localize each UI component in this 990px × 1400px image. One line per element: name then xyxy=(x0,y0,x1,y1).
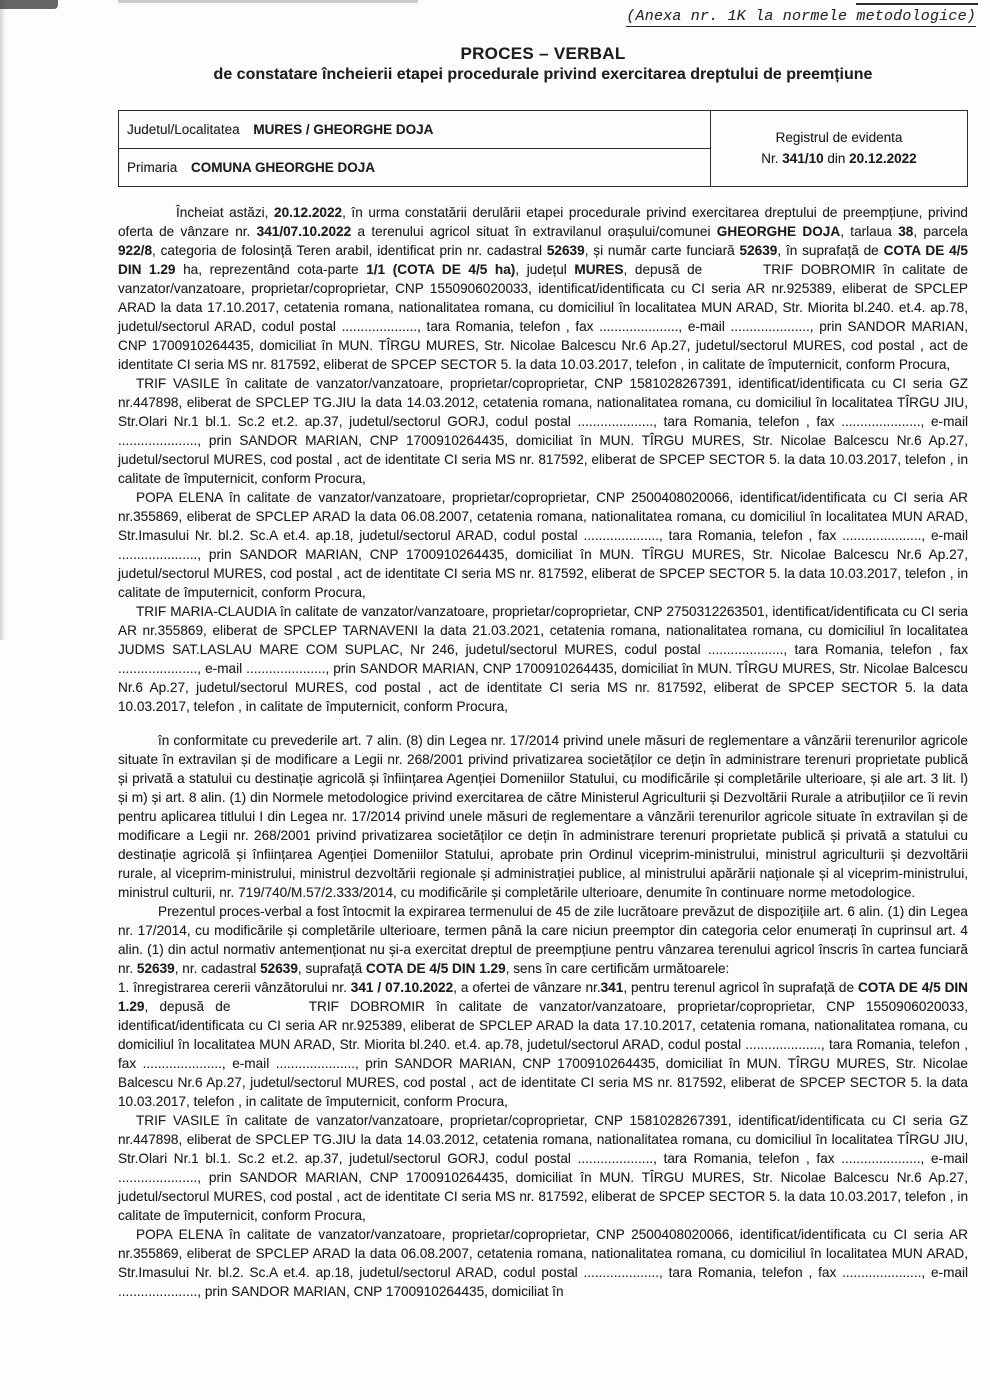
paragraph xyxy=(118,488,968,602)
document-subtitle: de constatare încheierii etapei procedurale privind exercitarea dreptului de preemțiune xyxy=(213,66,873,83)
text-run: , în suprafață de xyxy=(777,243,884,258)
paragraph xyxy=(118,203,968,374)
bold-text-run: 20.12.2022 xyxy=(849,150,917,166)
text-run: , pentru terenul agricol în suprafață de xyxy=(623,980,858,995)
text-run: , tarlaua xyxy=(840,224,899,239)
table-cell-judet xyxy=(119,111,711,149)
text-run: a terenului agricol situat în extravilanul orașului/comunei xyxy=(351,224,717,239)
text-run: , nr. cadastral xyxy=(174,961,261,976)
text-run: , sens în care certificăm următoarele: xyxy=(505,961,730,976)
paragraph xyxy=(118,602,968,716)
paragraph xyxy=(118,1111,968,1225)
bold-text-run: 52639 xyxy=(136,961,175,976)
table-cell-primaria xyxy=(119,149,711,187)
registry-cell xyxy=(711,111,968,187)
text-run: ha, reprezentând cota-parte xyxy=(175,262,367,277)
text-run: Nr. xyxy=(761,150,783,166)
text-run: din xyxy=(823,150,850,166)
text-run: , categoria de folosință Teren arabil, identificat prin nr. cadastral xyxy=(152,243,547,258)
bold-text-run: 1/1 (COTA DE 4/5 ha) xyxy=(366,262,516,277)
text-run: în conformitate cu prevederile art. 7 alin. (8) din Legea nr. 17/2014 privind unele măsuri de reglementare a vânzării terenurilor agricole situate în extravilan și de modificare a Legii nr. 268/2001 privind privatizarea societăților ce dețin în administrare terenuri proprietate publică și privată a statului cu destinație agricolă și înființarea Agenției Domeniilor Statului, cu modificările și completările ulterioare, și ale art. 3 lit. l) și m) și art. 8 alin. (1) din Normele metodologice privind exercitarea de către Ministerul Agriculturii și Dezvoltării Rurale a atribuțiilor ce îi revin pentru aplicarea titlului I din Legea nr. 17/2014 privind unele măsuri de reglementare a vânzării terenurilor agricole situate în extravilan și de modificare a Legii nr. 268/2001 privind privatizarea societăților ce dețin în administrare terenuri proprietate publică și privată a statului cu destinație agricolă și înființarea Agenției Domeniilor Statului, aprobate prin Ordinul viceprim-ministrului, ministrul agriculturii și dezvoltării rurale, al viceprim-ministrului, ministrul dezvoltării regionale și administrației publice, al ministrului apărării naționale și al viceprim-ministrului, ministrul culturii, nr. 719/740/M.57/2.333/2014, cu modificările și completările ulterioare, denumite în continuare norme metodologice. xyxy=(118,733,968,900)
registry-number xyxy=(717,149,961,170)
bold-text-run: 52639 xyxy=(260,961,298,976)
bold-text-run: 38 xyxy=(898,224,914,239)
text-run: POPA ELENA în calitate de vanzator/vanzatoare, proprietar/coproprietar, CNP 2500408020066, identificat/identificata cu CI seria AR nr.355869, eliberat de SPCLEP ARAD la data 06.08.2007, cetatenia romana, nationalitatea romana, cu domiciliul în localitatea MUN ARAD, Str.Imasului Nr. bl.2. Sc.A et.4. ap.18, judetul/sectorul ARAD, codul postal ...................., tara Romania, telefon , fax ....................., e-mail ....................., prin SANDOR MARIAN, CNP 1700910264435, domiciliat în xyxy=(118,1227,968,1299)
table-row xyxy=(119,111,968,149)
paragraph xyxy=(118,902,968,978)
paragraph xyxy=(118,978,968,1111)
bold-text-run: COTA DE 4/5 DIN 1.29 xyxy=(118,243,968,277)
bold-text-run: GHEORGHE DOJA xyxy=(716,224,841,239)
judet-value: MURES / GHEORGHE DOJA xyxy=(253,122,434,137)
bold-text-run: MURES xyxy=(574,262,624,277)
bold-text-run: COTA DE 4/5 DIN 1.29 xyxy=(118,980,969,1014)
bold-text-run: 341/07.10.2022 xyxy=(256,224,352,239)
paragraph xyxy=(118,731,968,902)
text-run: Prezentul proces-verbal a fost întocmit la expirarea termenului de 45 de zile lucrătoare prevăzut de dispozițiile art. 6 alin. (1) din Legea nr. 17/2014, cu modificările și completările ulterioare, termen până la care niciun preemptor din categoria celor enumerați în cuprinsul art. 4 alin. (1) din actul normativ antemenționat nu și-a exercitat dreptul de preempțiune pentru vânzarea terenului agricol înscris în cartea funciară nr. xyxy=(118,904,968,976)
paragraph xyxy=(118,1225,968,1301)
text-run: Încheiat astăzi, xyxy=(176,205,275,220)
document-body xyxy=(118,203,968,1301)
paragraph xyxy=(118,374,968,488)
bold-text-run: 341 xyxy=(600,980,624,995)
text-run: TRIF VASILE în calitate de vanzator/vanzatoare, proprietar/coproprietar, CNP 1581028267391, identificat/identificata cu CI seria GZ nr.447898, eliberat de SPCLEP TG.JIU la data 14.03.2012, cetatenia romana, nationalitatea romana, cu domiciliul în localitatea TÎRGU JIU, Str.Olari Nr.1 bl.1. Sc.2 et.2. ap.37, judetul/sectorul GORJ, codul postal ...................., tara Romania, telefon , fax ....................., e-mail ....................., prin SANDOR MARIAN, CNP 1700910264435, domiciliat în MUN. TÎRGU MURES, Str. Nicolae Balcescu Nr.6 Ap.27, judetul/sectorul MURES, cod postal , act de identitate CI seria MS nr. 817592, eliberat de SPCEP SECTOR 5. la data 10.03.2017, telefon , in calitate de împuternicit, conform Procura, xyxy=(118,1113,968,1223)
text-run: , județul xyxy=(515,262,575,277)
primaria-label: Primaria xyxy=(127,160,178,175)
text-run: , parcela xyxy=(913,224,968,239)
scan-artifact-left-edge xyxy=(0,0,6,640)
bold-text-run: 341 / 07.10.2022 xyxy=(350,980,454,995)
text-run: TRIF VASILE în calitate de vanzator/vanzatoare, proprietar/coproprietar, CNP 1581028267391, identificat/identificata cu CI seria GZ nr.447898, eliberat de SPCLEP TG.JIU la data 14.03.2012, cetatenia romana, nationalitatea romana, cu domiciliul în localitatea TÎRGU JIU, Str.Olari Nr.1 bl.1. Sc.2 et.2. ap.37, judetul/sectorul GORJ, codul postal ...................., tara Romania, telefon , fax ....................., e-mail ....................., prin SANDOR MARIAN, CNP 1700910264435, domiciliat în MUN. TÎRGU MURES, Str. Nicolae Balcescu Nr.6 Ap.27, judetul/sectorul MURES, cod postal , act de identitate CI seria MS nr. 817592, eliberat de SPCEP SECTOR 5. la data 10.03.2017, telefon , in calitate de împuternicit, conform Procura, xyxy=(118,376,968,486)
document-title: PROCES – VERBAL xyxy=(460,44,626,63)
text-run: , în urma constatării derulării etapei procedurale privind exercitarea dreptului de preempțiune, privind oferta de vânzare nr. xyxy=(118,205,968,239)
page-content xyxy=(118,0,968,1301)
text-run: , suprafață xyxy=(297,961,366,976)
bold-text-run: COTA DE 4/5 DIN 1.29 xyxy=(365,961,506,976)
text-run: , a ofertei de vânzare nr. xyxy=(453,980,601,995)
bold-text-run: 922/8 xyxy=(118,243,153,258)
bold-text-run: 20.12.2022 xyxy=(274,205,343,220)
primaria-value: COMUNA GHEORGHE DOJA xyxy=(191,160,376,175)
judet-label: Judetul/Localitatea xyxy=(127,122,240,137)
text-run: , depusă de TRIF DOBROMIR în calitate de vanzator/vanzatoare, proprietar/coproprietar, CNP 1550906020033, identificat/identificata cu CI seria AR nr.925389, eliberat de SPCLEP ARAD la data 17.10.2017, cetatenia romana, nationalitatea romana, cu domiciliul în localitatea MUN ARAD, Str. Miorita bl.240. et.4. ap.78, judetul/sectorul ARAD, codul postal ...................., tara Romania, telefon , fax ....................., e-mail ....................., prin SANDOR MARIAN, CNP 1700910264435, domiciliat în MUN. TÎRGU MURES, Str. Nicolae Balcescu Nr.6 Ap.27, judetul/sectorul MURES, cod postal , act de identitate CI seria MS nr. 817592, eliberat de SPCEP SECTOR 5. la data 10.03.2017, telefon , in calitate de împuternicit, conform Procura, xyxy=(118,262,968,372)
text-run: 1. înregistrarea cererii vânzătorului nr. xyxy=(118,980,351,995)
text-run: , și număr carte funciară xyxy=(584,243,740,258)
header-info-table xyxy=(118,110,968,187)
bold-text-run: 52639 xyxy=(546,243,585,258)
annex-annotation: (Anexa nr. 1K la normele metodologice) xyxy=(626,8,976,25)
scan-artifact-smudge xyxy=(0,0,58,9)
text-run: POPA ELENA în calitate de vanzator/vanzatoare, proprietar/coproprietar, CNP 2500408020066, identificat/identificata cu CI seria AR nr.355869, eliberat de SPCLEP ARAD la data 06.08.2007, cetatenia romana, nationalitatea romana, cu domiciliul în localitatea MUN ARAD, Str.Imasului Nr. bl.2. Sc.A et.4. ap.18, judetul/sectorul ARAD, codul postal ...................., tara Romania, telefon , fax ....................., e-mail ....................., prin SANDOR MARIAN, CNP 1700910264435, domiciliat în MUN. TÎRGU MURES, Str. Nicolae Balcescu Nr.6 Ap.27, judetul/sectorul MURES, cod postal , act de identitate CI seria MS nr. 817592, eliberat de SPCEP SECTOR 5. la data 10.03.2017, telefon , in calitate de împuternicit, conform Procura, xyxy=(118,490,968,600)
text-run: TRIF MARIA-CLAUDIA în calitate de vanzator/vanzatoare, proprietar/coproprietar, CNP 2750312263501, identificat/identificata cu CI seria AR nr.355869, eliberat de SPCLEP TARNAVENI la data 21.03.2021, cetatenia romana, nationalitatea romana, cu domiciliul în localitatea JUDMS SAT.LASLAU MARE COM SUPLAC, Nr 246, judetul/sectorul MURES, codul postal ...................., tara Romania, telefon , fax ....................., e-mail ....................., prin SANDOR MARIAN, CNP 1700910264435, domiciliat în MUN. TÎRGU MURES, Str. Nicolae Balcescu Nr.6 Ap.27, judetul/sectorul MURES, cod postal , act de identitate CI seria MS nr. 817592, eliberat de SPCEP SECTOR 5. la data 10.03.2017, telefon , in calitate de împuternicit, conform Procura, xyxy=(118,604,968,714)
bold-text-run: 52639 xyxy=(739,243,778,258)
registry-title: Registrul de evidenta xyxy=(775,129,903,145)
text-run: , depusă de TRIF DOBROMIR în calitate de vanzator/vanzatoare, proprietar/coproprietar, CNP 1550906020033, identificat/identificata cu CI seria AR nr.925389, eliberat de SPCLEP ARAD la data 17.10.2017, cetatenia romana, nationalitatea romana, cu domiciliul în localitatea MUN ARAD, Str. Miorita bl.240. et.4. ap.78, judetul/sectorul ARAD, codul postal ...................., tara Romania, telefon , fax ....................., e-mail ....................., prin SANDOR MARIAN, CNP 1700910264435, domiciliat în MUN. TÎRGU MURES, Str. Nicolae Balcescu Nr.6 Ap.27, judetul/sectorul MURES, cod postal , act de identitate CI seria MS nr. 817592, eliberat de SPCEP SECTOR 5. la data 10.03.2017, telefon , in calitate de împuternicit, conform Procura, xyxy=(118,999,968,1109)
bold-text-run: 341/10 xyxy=(782,150,824,166)
